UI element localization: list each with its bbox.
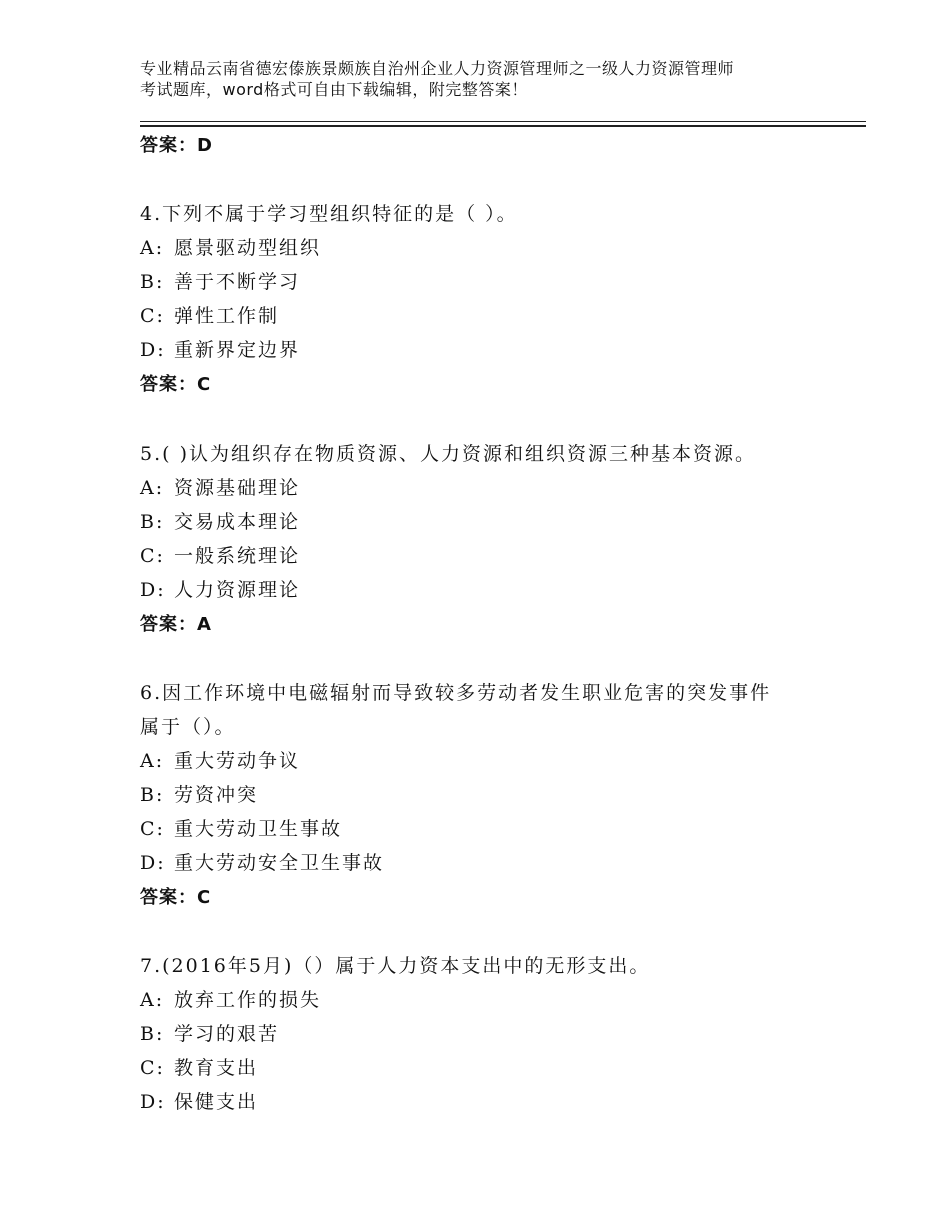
option-key: B: xyxy=(140,1023,165,1045)
option-text: 人力资源理论 xyxy=(174,579,301,601)
option-c xyxy=(140,1053,258,1080)
option-d xyxy=(140,335,300,362)
option-key: C: xyxy=(140,1057,165,1079)
option-a xyxy=(140,233,321,260)
option-b xyxy=(140,1019,279,1046)
option-key: A: xyxy=(140,989,165,1011)
question-text: 7.(2016年5月)（）属于人力资本支出中的无形支出。 xyxy=(140,955,651,977)
option-d xyxy=(140,575,300,602)
option-text: 重新界定边界 xyxy=(174,339,301,361)
option-b xyxy=(140,267,300,294)
option-b xyxy=(140,780,258,807)
option-text: 重大劳动争议 xyxy=(174,750,301,772)
header-divider-thick xyxy=(140,125,866,127)
option-text: 资源基础理论 xyxy=(174,477,301,499)
option-text: 重大劳动安全卫生事故 xyxy=(174,852,385,874)
option-key: A: xyxy=(140,750,165,772)
option-text: 善于不断学习 xyxy=(174,271,301,293)
option-text: 愿景驱动型组织 xyxy=(174,237,322,259)
answer-label: 答案：C xyxy=(140,887,212,908)
question-text-continued: 属于（）。 xyxy=(140,716,236,738)
option-c xyxy=(140,541,300,568)
option-text: 保健支出 xyxy=(174,1091,259,1113)
question-text: 4.下列不属于学习型组织特征的是（ ）。 xyxy=(140,203,518,225)
header-line-2: 考试题库，word格式可自由下载编辑，附完整答案！ xyxy=(140,80,528,99)
option-text: 教育支出 xyxy=(174,1057,259,1079)
option-key: D: xyxy=(140,1091,166,1113)
option-key: B: xyxy=(140,271,165,293)
option-text: 放弃工作的损失 xyxy=(174,989,322,1011)
option-a xyxy=(140,473,300,500)
option-key: D: xyxy=(140,579,166,601)
option-text: 一般系统理论 xyxy=(174,545,301,567)
answer-label: 答案：C xyxy=(140,374,212,395)
option-text: 学习的艰苦 xyxy=(174,1023,280,1045)
question-text: 5.( )认为组织存在物质资源、人力资源和组织资源三种基本资源。 xyxy=(140,443,756,465)
header-line-1: 专业精品云南省德宏傣族景颇族自治州企业人力资源管理师之一级人力资源管理师 xyxy=(140,59,735,78)
answer-label: 答案：A xyxy=(140,614,212,635)
option-key: C: xyxy=(140,818,165,840)
header-divider xyxy=(140,121,866,122)
answer-label: 答案：D xyxy=(140,135,213,156)
option-key: C: xyxy=(140,545,165,567)
option-text: 交易成本理论 xyxy=(174,511,301,533)
option-text: 弹性工作制 xyxy=(174,305,280,327)
option-c xyxy=(140,814,342,841)
option-text: 劳资冲突 xyxy=(174,784,259,806)
option-key: C: xyxy=(140,305,165,327)
option-key: A: xyxy=(140,237,165,259)
option-b xyxy=(140,507,300,534)
option-key: D: xyxy=(140,852,166,874)
option-d xyxy=(140,1087,258,1114)
option-a xyxy=(140,746,300,773)
option-key: A: xyxy=(140,477,165,499)
option-text: 重大劳动卫生事故 xyxy=(174,818,343,840)
option-d xyxy=(140,848,384,875)
option-key: B: xyxy=(140,784,165,806)
document-header xyxy=(140,58,840,100)
question-text: 6.因工作环境中电磁辐射而导致较多劳动者发生职业危害的突发事件 xyxy=(140,682,772,704)
option-c xyxy=(140,301,279,328)
option-key: B: xyxy=(140,511,165,533)
option-key: D: xyxy=(140,339,166,361)
option-a xyxy=(140,985,321,1012)
